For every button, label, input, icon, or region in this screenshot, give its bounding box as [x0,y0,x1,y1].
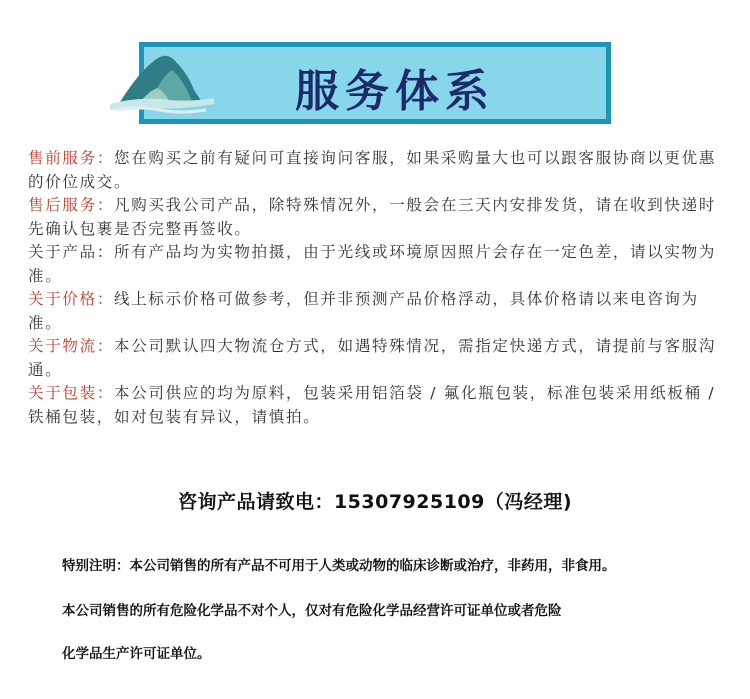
service-item-aftersale [28,194,728,241]
service-item-product [28,241,728,288]
service-label: 关于产品 [28,243,97,261]
service-list [28,147,728,429]
service-text: 凡购买我公司产品，除特殊情况外，一般会在三天内安排发货，请在收到快递时先确认包裹是否完整再签收。 [28,196,717,238]
service-separator: ： [96,243,115,261]
service-text: 线上标示价格可做参考，但并非预测产品价格浮动，具体价格请以来电咨询为准。 [28,290,699,332]
service-separator: ： [96,149,115,167]
service-item-packaging [28,382,728,429]
disclaimer-line: 特别注明：本公司销售的所有产品不可用于人类或动物的临床诊断或治疗，非药用，非食用。 [62,558,616,574]
service-label: 售前服务 [28,149,97,167]
service-separator: ： [96,196,115,214]
service-text: 本公司供应的均为原料，包装采用铝箔袋 / 氟化瓶包装，标准包装采用纸板桶 / 铁桶包装，如对包装有异议，请慎拍。 [28,384,716,426]
service-text: 您在购买之前有疑问可直接询问客服，如果采购量大也可以跟客服协商以更优惠的价位成交。 [28,149,717,191]
banner-title: 服务体系 [295,66,495,117]
service-separator: ： [96,337,115,355]
service-text: 本公司默认四大物流仓方式，如遇特殊情况，需指定快递方式，请提前与客服沟通。 [28,337,717,379]
service-label: 售后服务 [28,196,97,214]
service-label: 关于包装 [28,384,97,402]
service-label: 关于价格 [28,290,97,308]
disclaimer-line: 化学品生产许可证单位。 [62,646,211,662]
service-item-price [28,288,728,335]
service-separator: ： [96,290,115,308]
contact-phone: 咨询产品请致电：15307925109（冯经理) [177,491,573,513]
service-label: 关于物流 [28,337,97,355]
service-separator: ： [96,384,115,402]
service-item-logistics [28,335,728,382]
mountain-landscape-icon [110,40,220,120]
service-text: 所有产品均为实物拍摄，由于光线或环境原因照片会存在一定色差，请以实物为准。 [28,243,717,285]
service-item-presale [28,147,728,194]
disclaimer-line: 本公司销售的所有危险化学品不对个人，仅对有危险化学品经营许可证单位或者危险 [62,603,562,619]
